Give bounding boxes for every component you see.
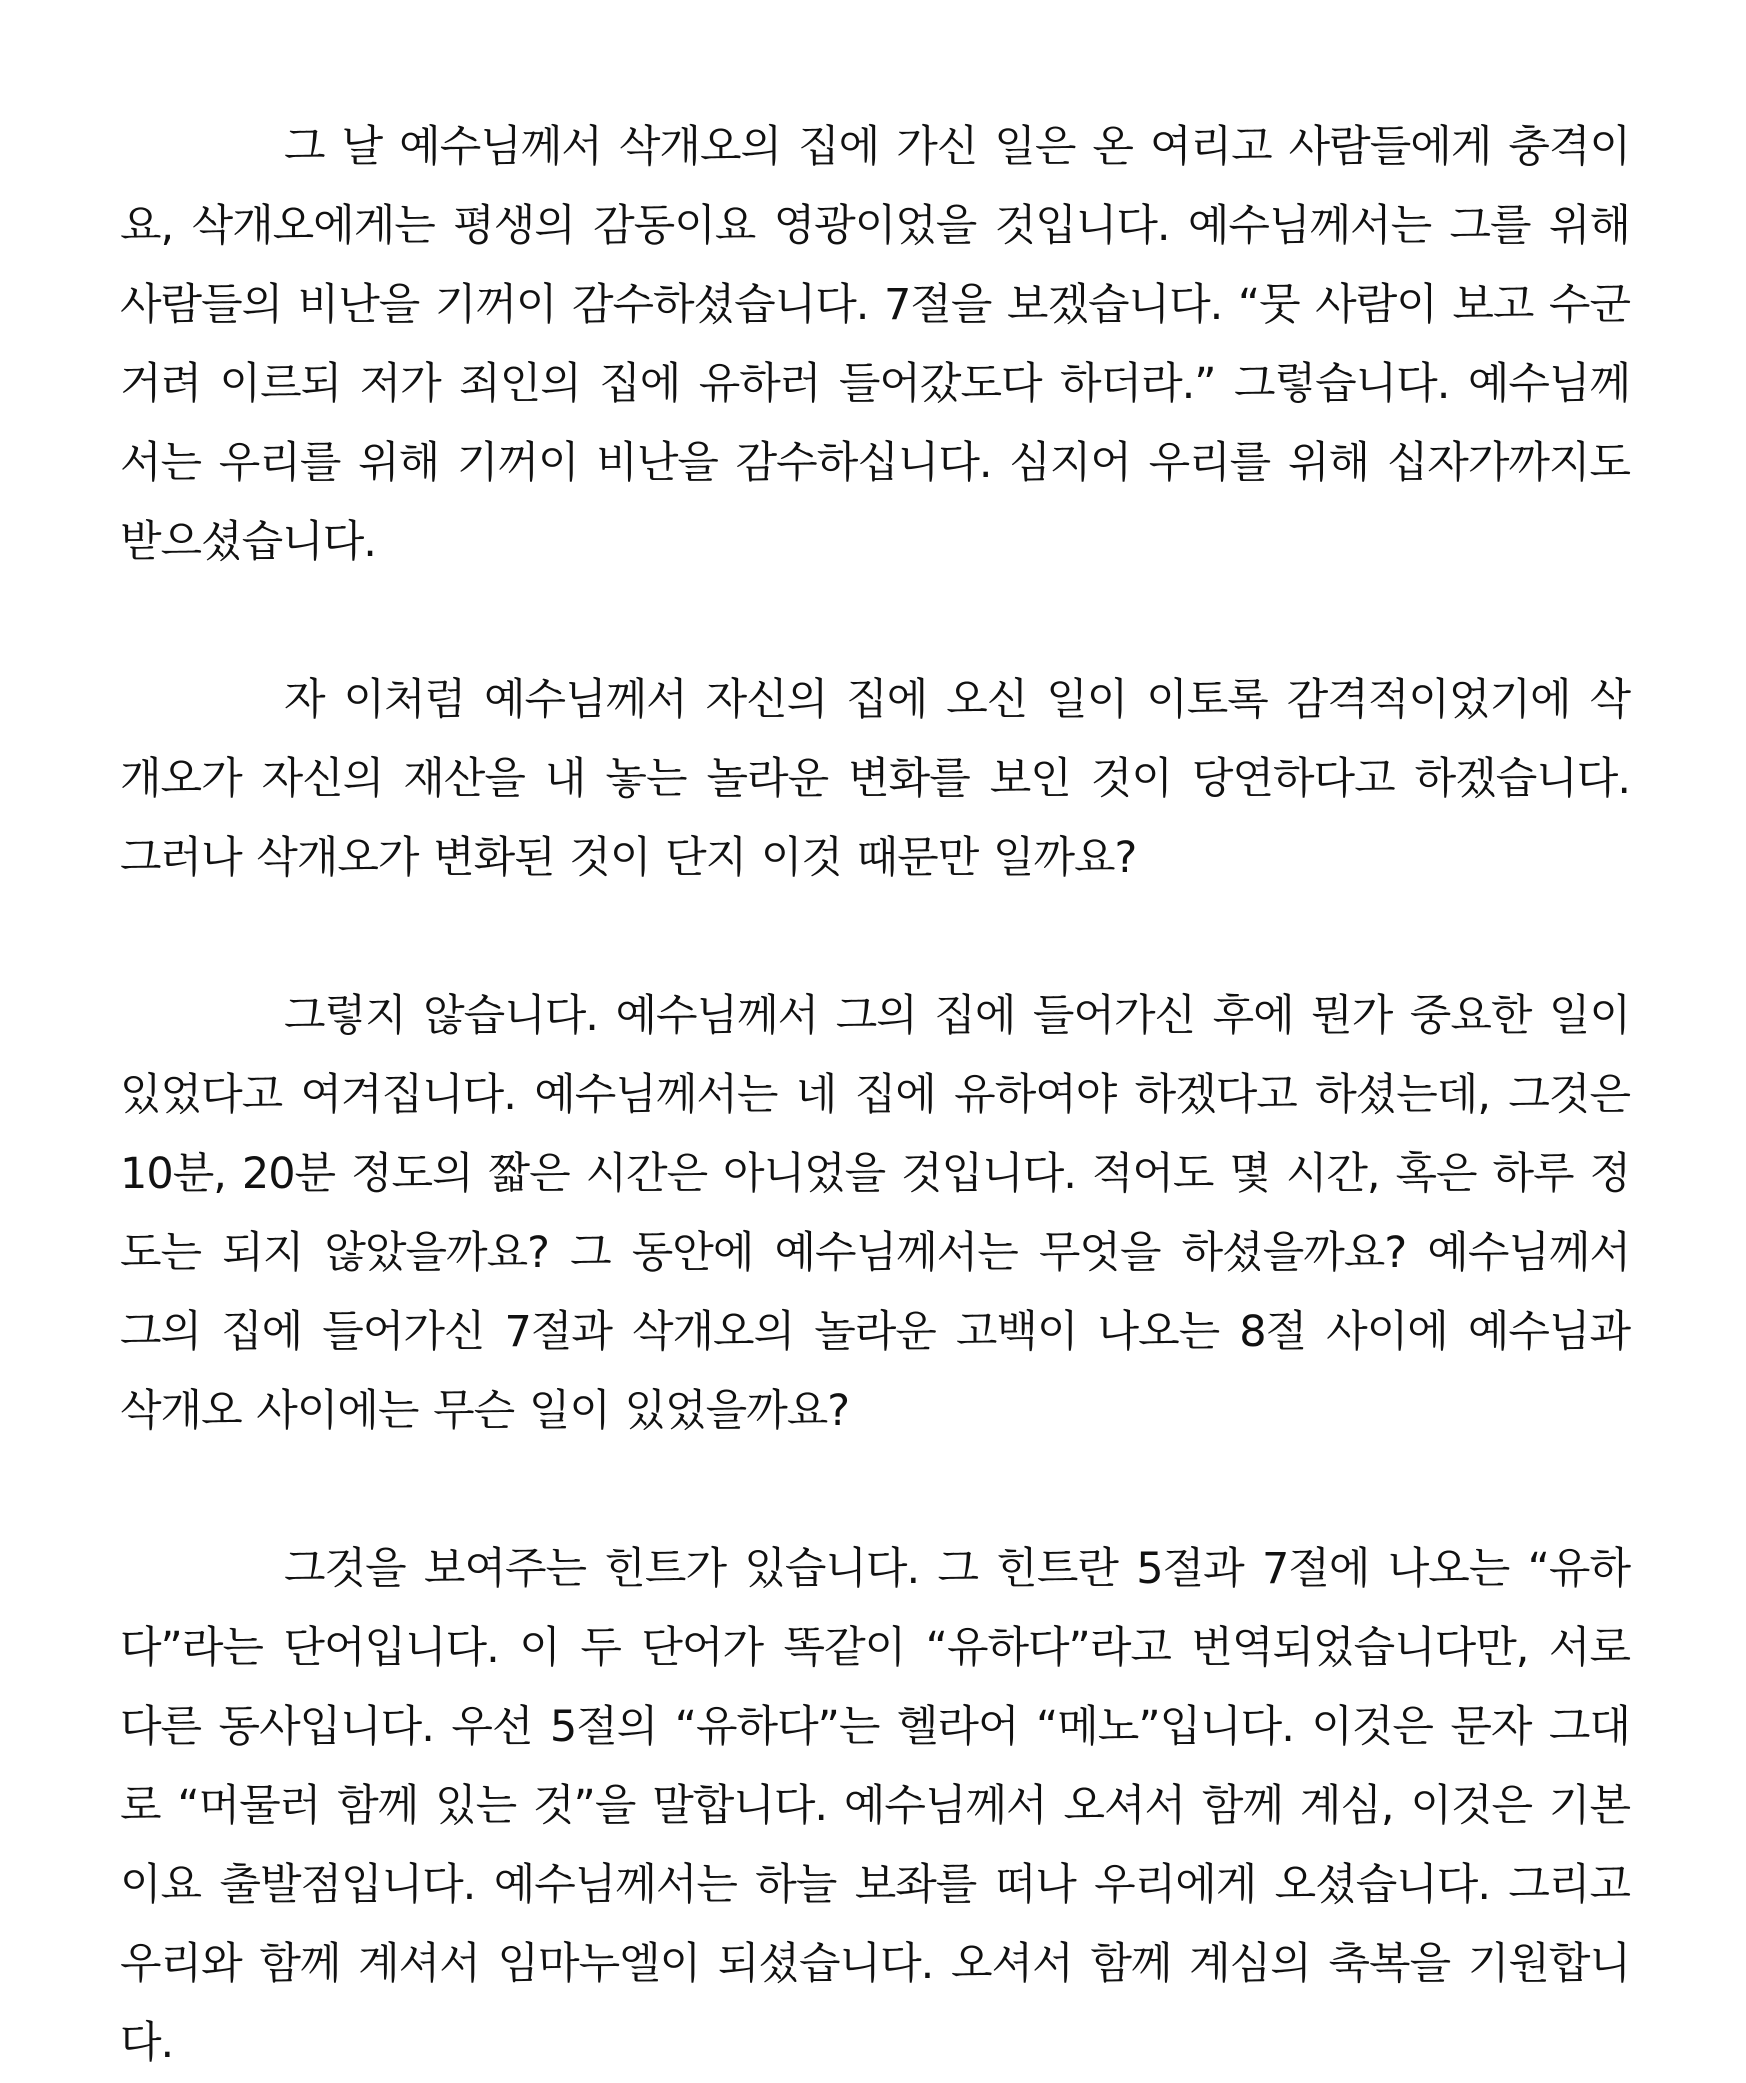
paragraph-4: 그것을 보여주는 힌트가 있습니다. 그 힌트란 5절과 7절에 나오는 “유하다”라는 단어입니다. 이 두 단어가 똑같이 “유하다”라고 번역되었습니다만, 서로 다른 동사입니다. 우선 5절의 “유하다”는 헬라어 “메노”입니다. 이것은 문자 그대로 “머물러 함께 있는 것”을 말합니다. 예수님께서 오셔서 함께 계심, 이것은 기본이요 출발점입니다. 예수님께서는 하늘 보좌를 떠나 우리에게 오셨습니다. 그리고 우리와 함께 계셔서 임마누엘이 되셨습니다. 오셔서 함께 계심의 축복을 기원합니다. [120,1544,1630,2068]
paragraph-1: 그 날 예수님께서 삭개오의 집에 가신 일은 온 여리고 사람들에게 충격이요, 삭개오에게는 평생의 감동이요 영광이었을 것입니다. 예수님께서는 그를 위해 사람들의 비난을 기꺼이 감수하셨습니다. 7절을 보겠습니다. “뭇 사람이 보고 수군거려 이르되 저가 죄인의 집에 유하러 들어갔도다 하더라.” 그렇습니다. 예수님께서는 우리를 위해 기꺼이 비난을 감수하십니다. 심지어 우리를 위해 십자가까지도 받으셨습니다. [120,122,1630,567]
paragraph-2: 자 이처럼 예수님께서 자신의 집에 오신 일이 이토록 감격적이었기에 삭개오가 자신의 재산을 내 놓는 놀라운 변화를 보인 것이 당연하다고 하겠습니다. 그러나 삭개오가 변화된 것이 단지 이것 때문만 일까요? [120,675,1630,883]
paragraph-3: 그렇지 않습니다. 예수님께서 그의 집에 들어가신 후에 뭔가 중요한 일이 있었다고 여겨집니다. 예수님께서는 네 집에 유하여야 하겠다고 하셨는데, 그것은 10분, 20분 정도의 짧은 시간은 아니었을 것입니다. 적어도 몇 시간, 혹은 하루 정도는 되지 않았을까요? 그 동안에 예수님께서는 무엇을 하셨을까요? 예수님께서 그의 집에 들어가신 7절과 삭개오의 놀라운 고백이 나오는 8절 사이에 예수님과 삭개오 사이에는 무슨 일이 있었을까요? [120,991,1630,1436]
document-page [120,108,1630,2083]
